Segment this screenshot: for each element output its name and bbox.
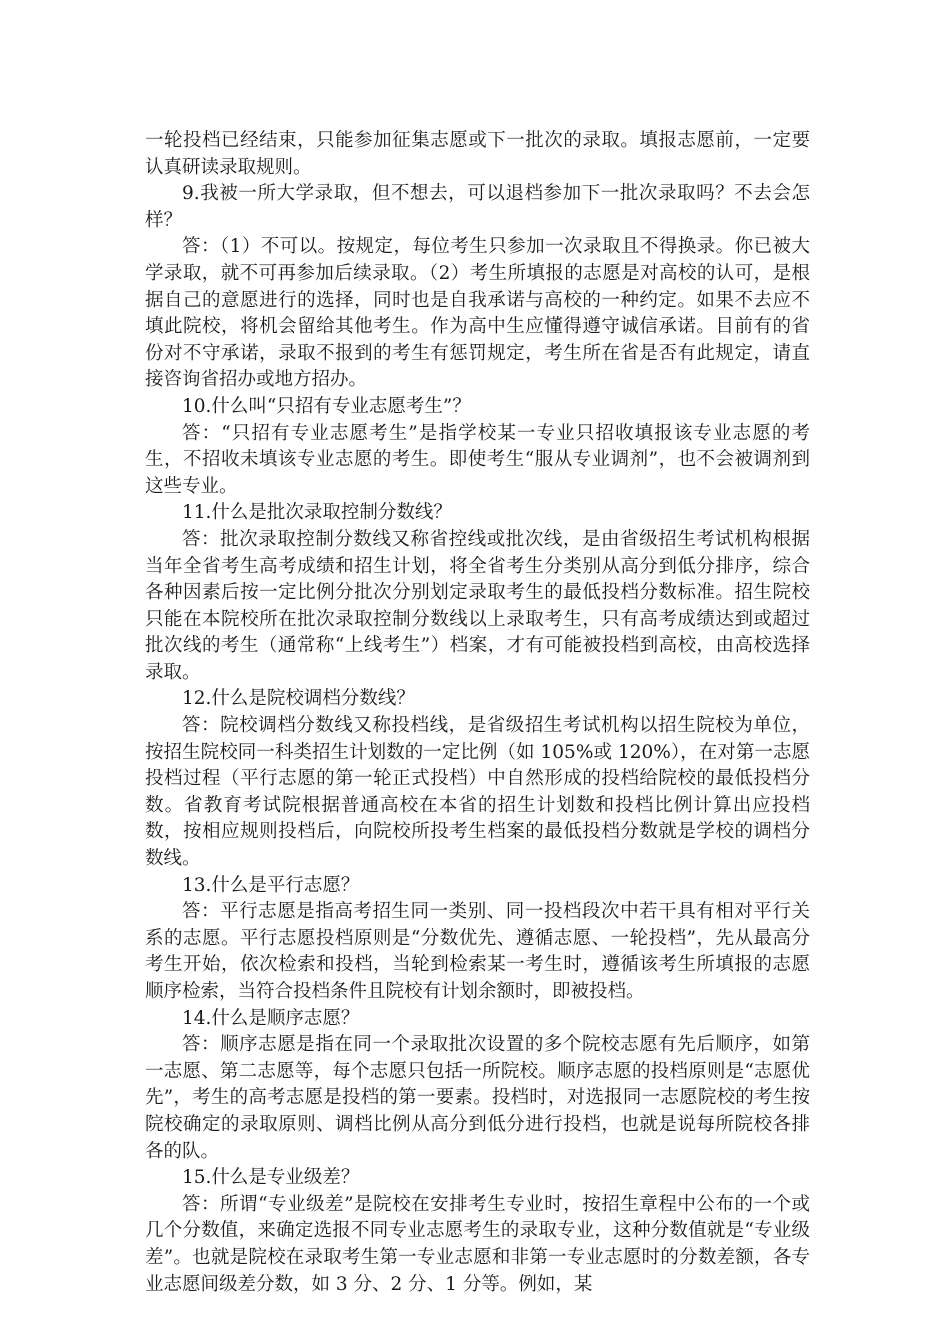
answer-15: 答：所谓“专业级差”是院校在安排考生专业时，按招生章程中公布的一个或几个分数值，来确定选报不同专业志愿考生的录取专业，这种分数值就是“专业级差”。也就是院校在录取考生第一专业志愿和非第一专业志愿时的分数差额，各专业志愿间级差分数，如 3 分、2 分、1 分等。例如，某 [145,1193,810,1295]
question-11: 11.什么是批次录取控制分数线？ [182,502,452,524]
question-10: 10.什么叫“只招有专业志愿考生”？ [182,395,471,417]
answer-13: 答：平行志愿是指高考招生同一类别、同一投档段次中若干具有相对平行关系的志愿。平行志愿投档原则是“分数优先、遵循志愿、一轮投档”，先从最高分考生开始，依次检索和投档，当轮到检索某一考生时，遵循该考生所填报的志愿顺序检索，当符合投档条件且院校有计划余额时，即被投档。 [145,901,810,1002]
answer-14: 答：顺序志愿是指在同一个录取批次设置的多个院校志愿有先后顺序，如第一志愿、第二志愿等，每个志愿只包括一所院校。顺序志愿的投档原则是“志愿优先”，考生的高考志愿是投档的第一要素。投档时，对选报同一志愿院校的考生按院校确定的录取原则、调档比例从高分到低分进行投档，也就是说每所院校各排各的队。 [145,1034,810,1162]
question-13: 13.什么是平行志愿？ [182,874,360,896]
answer-11: 答：批次录取控制分数线又称省控线或批次线，是由省级招生考试机构根据当年全省考生高考成绩和招生计划，将全省考生分类别从高分到低分排序，综合各种因素后按一定比例分批次分别划定录取考生的最低投档分数标准。招生院校只能在本院校所在批次录取控制分数线以上录取考生，只有高考成绩达到或超过批次线的考生（通常称“上线考生”）档案，才有可能被投档到高校，由高校选择录取。 [145,528,810,683]
question-12: 12.什么是院校调档分数线？ [182,688,415,710]
document-body [145,128,810,1298]
answer-9: 答：（1）不可以。按规定，每位考生只参加一次录取且不得换录。你已被大学录取，就不可再参加后续录取。（2）考生所填报的志愿是对高校的认可，是根据自己的意愿进行的选择，同时也是自我承诺与高校的一种约定。如果不去应不填此院校，将机会留给其他考生。作为高中生应懂得遵守诚信承诺。目前有的省份对不守承诺，录取不报到的考生有惩罚规定，考生所在省是否有此规定，请直接咨询省招办或地方招办。 [145,236,810,391]
question-15: 15.什么是专业级差？ [182,1167,360,1189]
paragraph-continuation: 一轮投档已经结束，只能参加征集志愿或下一批次的录取。填报志愿前，一定要认真研读录取规则。 [145,130,810,178]
answer-10: 答：“只招有专业志愿考生”是指学校某一专业只招收填报该专业志愿的考生，不招收未填该专业志愿的考生。即使考生“服从专业调剂”，也不会被调剂到这些专业。 [145,422,810,497]
answer-12: 答：院校调档分数线又称投档线，是省级招生考试机构以招生院校为单位，按招生院校同一科类招生计划数的一定比例（如 105%或 120%），在对第一志愿投档过程（平行志愿的第一轮正式投档）中自然形成的投档给院校的最低投档分数。省教育考试院根据普通高校在本省的招生计划数和投档比例计算出应投档数，按相应规则投档后，向院校所投考生档案的最低投档分数就是学校的调档分数线。 [145,715,810,870]
question-14: 14.什么是顺序志愿？ [182,1007,360,1029]
question-9: 9.我被一所大学录取，但不想去，可以退档参加下一批次录取吗？不去会怎样？ [145,183,810,231]
